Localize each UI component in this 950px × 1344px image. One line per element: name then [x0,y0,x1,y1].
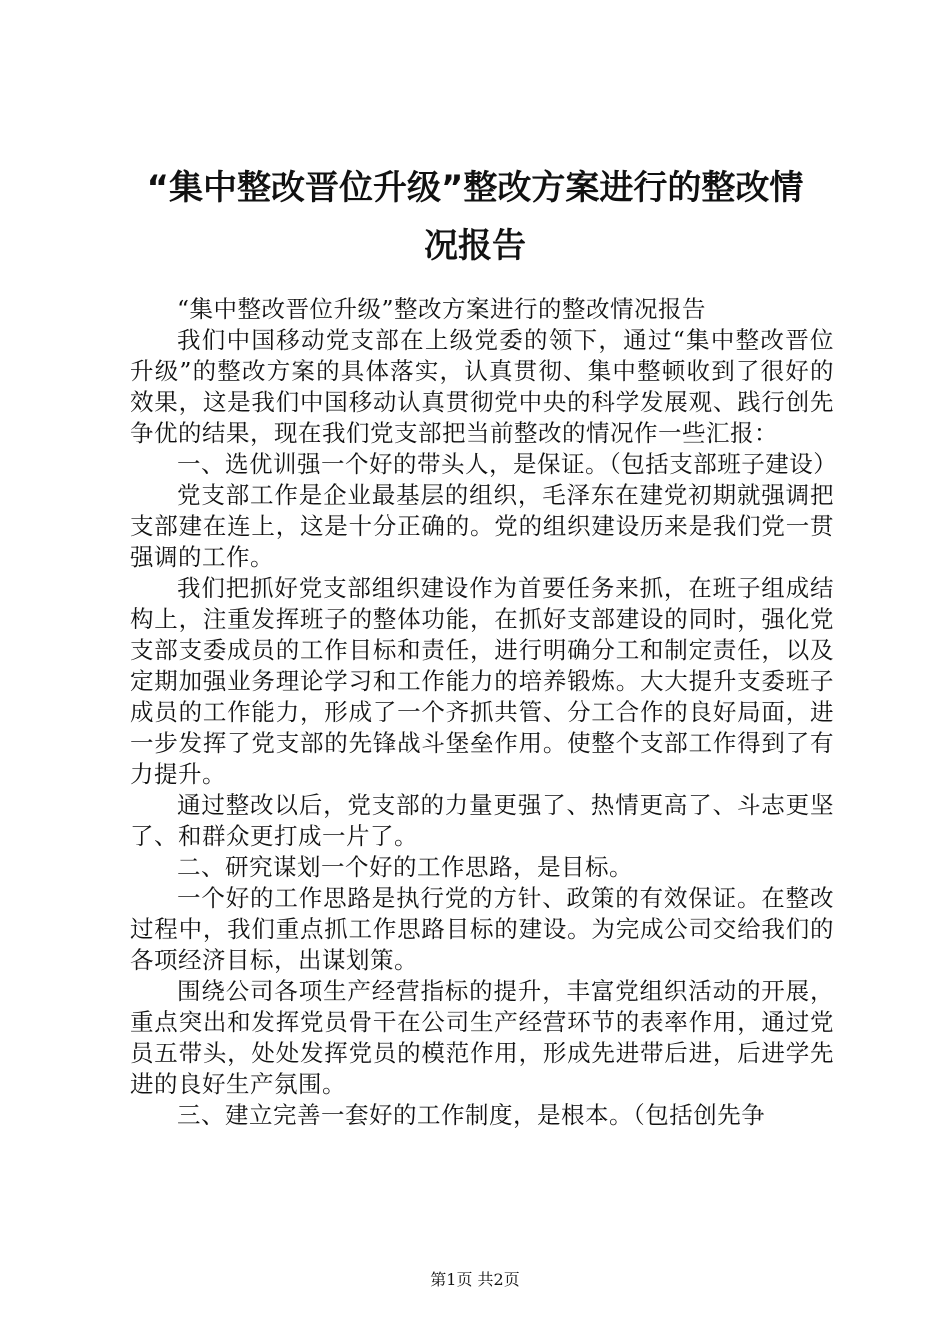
paragraph-heading-1: 一、选优训强一个好的带头人，是保证。（包括支部班子建设） [177,450,838,478]
document-title-line-1: “集中整改晋位升级”整改方案进行的整改情 [146,168,804,208]
page-footer: 第1页 共2页 [430,1270,520,1289]
paragraph: 通过整改以后，党支部的力量更强了、热情更高了、斗志更坚了、和群众更打成一片了。 [130,791,834,850]
paragraph: 我们把抓好党支部组织建设作为首要任务来抓，在班子组成结构上，注重发挥班子的整体功能，在抓好支部建设的同时，强化党支部支委成员的工作目标和责任，进行明确分工和制定责任，以及定期加强业务理论学习和工作能力的培养锻炼。大大提升支委班子成员的工作能力，形成了一个齐抓共管、分工合作的良好局面，进一步发挥了党支部的先锋战斗堡垒作用。使整个支部工作得到了有力提升。 [130,574,834,788]
paragraph-subtitle: “集中整改晋位升级”整改方案进行的整改情况报告 [177,295,707,323]
document-title-line-2: 况报告 [424,226,526,266]
paragraph-intro: 我们中国移动党支部在上级党委的领下，通过“集中整改晋位升级”的整改方案的具体落实，认真贯彻、集中整顿收到了很好的效果，这是我们中国移动认真贯彻党中央的科学发展观、践行创先争优的结果，现在我们党支部把当前整改的情况作一些汇报： [130,326,834,447]
paragraph-heading-3: 三、建立完善一套好的工作制度，是根本。（包括创先争 [177,1101,766,1129]
paragraph: 党支部工作是企业最基层的组织，毛泽东在建党初期就强调把支部建在连上，这是十分正确的。党的组织建设历来是我们党一贯强调的工作。 [130,481,834,571]
document-body [130,294,838,1131]
paragraph: 围绕公司各项生产经营指标的提升，丰富党组织活动的开展，重点突出和发挥党员骨干在公司生产经营环节的表率作用，通过党员五带头，处处发挥党员的模范作用，形成先进带后进，后进学先进的良好生产氛围。 [130,977,834,1098]
paragraph-heading-2: 二、研究谋划一个好的工作思路，是目标。 [177,853,633,881]
paragraph: 一个好的工作思路是执行党的方针、政策的有效保证。在整改过程中，我们重点抓工作思路目标的建设。为完成公司交给我们的各项经济目标，出谋划策。 [130,884,834,974]
